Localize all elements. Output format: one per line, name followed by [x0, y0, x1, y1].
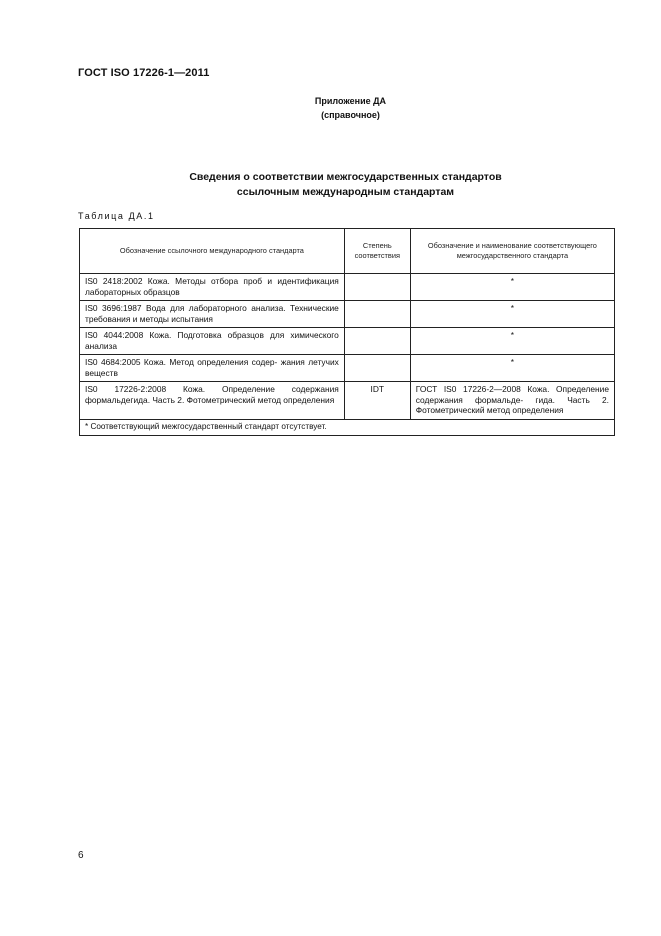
degree-cell — [344, 355, 410, 382]
column-header-degree: Степень соответствия — [344, 229, 410, 274]
corresponding-standard-cell: * — [410, 274, 614, 301]
table-row — [80, 301, 615, 328]
corresponding-standard-cell: ГОСТ IS0 17226-2—2008 Кожа. Определение содержания формальде- гида. Часть 2. Фотометрический метод определения — [410, 382, 614, 420]
table-header-row — [80, 229, 615, 274]
table-caption: Таблица ДА.1 — [78, 211, 155, 221]
table-footnote-row — [80, 419, 615, 436]
corresponding-standard-cell: * — [410, 301, 614, 328]
appendix-title: Приложение ДА — [314, 96, 387, 106]
table-row — [80, 274, 615, 301]
degree-cell — [344, 274, 410, 301]
corresponding-standard-cell: * — [410, 328, 614, 355]
corresponding-standard-cell: * — [410, 355, 614, 382]
appendix-heading — [0, 94, 661, 122]
document-header: ГОСТ ISO 17226-1—2011 — [78, 67, 210, 79]
reference-standard-cell: IS0 17226-2:2008 Кожа. Определение содержания формальдегида. Часть 2. Фотометрический метод определения — [80, 382, 345, 420]
table-row — [80, 355, 615, 382]
degree-cell — [344, 301, 410, 328]
reference-standard-cell: IS0 4684:2005 Кожа. Метод определения содер- жания летучих веществ — [80, 355, 345, 382]
section-title — [0, 170, 661, 200]
reference-standard-cell: IS0 2418:2002 Кожа. Методы отбора проб и идентификация лабораторных образцов — [80, 274, 345, 301]
correspondence-table — [79, 228, 615, 436]
table-row — [80, 328, 615, 355]
page-number: 6 — [78, 850, 84, 861]
reference-standard-cell: IS0 4044:2008 Кожа. Подготовка образцов для химического анализа — [80, 328, 345, 355]
section-title-line-1: Сведения о соответствии межгосударственных стандартов — [189, 171, 502, 183]
reference-standard-cell: IS0 3696:1987 Вода для лабораторного анализа. Технические требования и методы испытания — [80, 301, 345, 328]
degree-cell — [344, 328, 410, 355]
table-footnote: * Соответствующий межгосударственный стандарт отсутствует. — [80, 419, 615, 436]
table-row — [80, 382, 615, 420]
section-title-line-2: ссылочным международным стандартам — [236, 186, 455, 198]
column-header-international-standard: Обозначение ссылочного международного стандарта — [80, 229, 345, 274]
appendix-subtitle: (справочное) — [321, 110, 380, 120]
degree-cell: IDT — [344, 382, 410, 420]
column-header-interstate-standard: Обозначение и наименование соответствующего межгосударственного стандарта — [410, 229, 614, 274]
